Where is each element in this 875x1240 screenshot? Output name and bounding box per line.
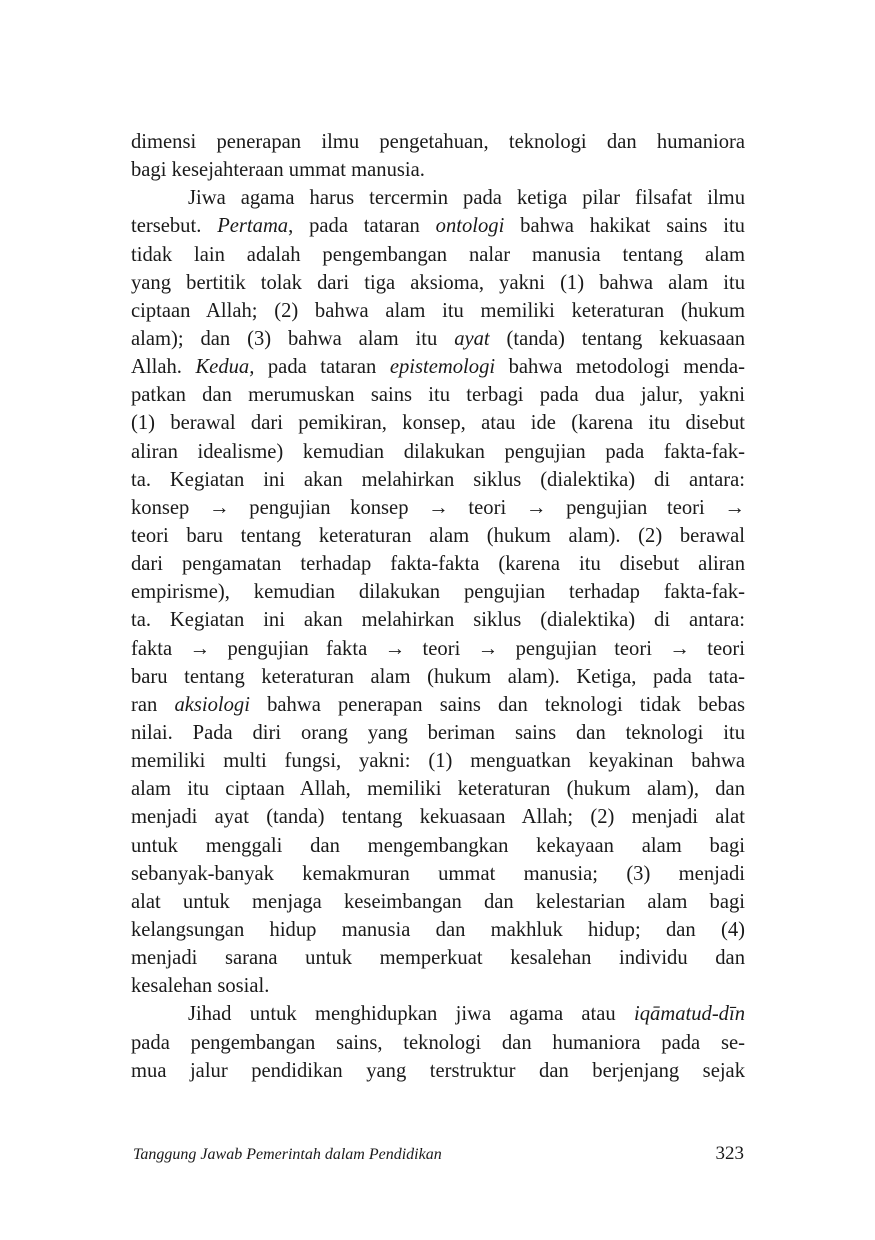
text-line [131, 550, 745, 578]
text-segment: yang bertitik tolak dari tiga aksioma, yakni (1) bahwa alam itu [131, 271, 745, 294]
text-line [131, 606, 745, 634]
italic-term: aksiologi [174, 693, 250, 716]
text-line [131, 803, 745, 831]
text-segment: dimensi penerapan ilmu pengetahuan, teknologi dan humaniora [131, 131, 745, 153]
running-footer-title: Tanggung Jawab Pemerintah dalam Pendidikan [133, 1146, 442, 1163]
text-segment: aliran idealisme) kemudian dilakukan pengujian pada fakta-fak- [131, 440, 745, 463]
text-segment: kesalehan sosial. [131, 975, 270, 998]
text-segment: fakta → pengujian fakta → teori → pengujian teori → teori [131, 637, 745, 660]
text-line [131, 381, 745, 409]
text-segment: teori baru tentang keteraturan alam (hukum alam). (2) berawal [131, 524, 745, 547]
text-segment: alam); dan (3) bahwa alam itu [131, 327, 455, 350]
text-line [131, 325, 745, 353]
text-segment: menjadi sarana untuk memperkuat kesalehan individu dan [131, 947, 745, 970]
text-segment: patkan dan merumuskan sains itu terbagi pada dua jalur, yakni [131, 384, 745, 407]
text-line [131, 635, 745, 663]
text-line [131, 297, 745, 325]
text-segment: bahwa penerapan sains dan teknologi tidak bebas [249, 693, 746, 716]
text-line [131, 522, 745, 550]
text-line [131, 663, 745, 691]
text-line [131, 466, 745, 494]
italic-term: iqāmatud-dīn [634, 1003, 745, 1026]
text-segment: tersebut. [131, 215, 218, 238]
text-segment: , pada tataran [288, 215, 436, 238]
text-line [131, 438, 745, 466]
italic-term: epistemologi [389, 356, 496, 379]
text-segment: ran [131, 693, 175, 716]
italic-term: Kedua, [195, 356, 255, 379]
text-segment: ciptaan Allah; (2) bahwa alam itu memiliki keteraturan (hukum [131, 299, 745, 322]
text-line [131, 1029, 745, 1057]
text-segment: dari pengamatan terhadap fakta-fakta (karena itu disebut aliran [131, 553, 745, 576]
page-number: 323 [715, 1143, 744, 1164]
text-line [131, 1000, 745, 1028]
text-segment: Jiwa agama harus tercermin pada ketiga pilar filsafat ilmu [188, 187, 745, 210]
text-line [131, 860, 745, 888]
text-line [131, 212, 745, 240]
text-segment: sebanyak-banyak kemakmuran ummat manusia; (3) menjadi [131, 862, 745, 885]
text-segment: tidak lain adalah pengembangan nalar manusia tentang alam [131, 243, 745, 266]
text-line [131, 832, 745, 860]
text-segment: bagi kesejahteraan ummat manusia. [131, 159, 425, 182]
italic-term: ayat [454, 327, 490, 350]
text-segment: Allah. [131, 356, 196, 379]
italic-term: Pertama [217, 215, 289, 238]
text-line [131, 888, 745, 916]
text-line [131, 269, 745, 297]
text-segment: Jihad untuk menghidupkan jiwa agama atau [188, 1003, 635, 1026]
text-segment: (tanda) tentang kekuasaan [489, 327, 746, 350]
text-line [131, 747, 745, 775]
text-line [131, 719, 745, 747]
text-segment: bahwa hakikat sains itu [504, 215, 745, 238]
text-segment: ta. Kegiatan ini akan melahirkan siklus (dialektika) di antara: [131, 609, 745, 632]
text-line [131, 972, 745, 1000]
text-segment: menjadi ayat (tanda) tentang kekuasaan Allah; (2) menjadi alat [131, 806, 745, 829]
text-segment: pada tataran [254, 356, 390, 379]
text-line [131, 916, 745, 944]
text-segment: memiliki multi fungsi, yakni: (1) menguatkan keyakinan bahwa [131, 750, 745, 773]
text-segment: (1) berawal dari pemikiran, konsep, atau ide (karena itu disebut [131, 412, 745, 435]
text-line [131, 409, 745, 437]
text-segment: ta. Kegiatan ini akan melahirkan siklus (dialektika) di antara: [131, 468, 745, 491]
text-line [131, 184, 745, 212]
text-segment: pada pengembangan sains, teknologi dan humaniora pada se- [131, 1031, 745, 1054]
text-segment: alam itu ciptaan Allah, memiliki keteraturan (hukum alam), dan [131, 778, 745, 801]
text-line [131, 353, 745, 381]
text-segment: baru tentang keteraturan alam (hukum alam). Ketiga, pada tata- [131, 665, 745, 688]
text-segment: kelangsungan hidup manusia dan makhluk hidup; dan (4) [131, 918, 745, 941]
text-segment: alat untuk menjaga keseimbangan dan kelestarian alam bagi [131, 890, 745, 913]
text-line [131, 241, 745, 269]
text-segment: bahwa metodologi menda- [495, 356, 745, 379]
italic-term: ontologi [435, 215, 505, 238]
text-segment: nilai. Pada diri orang yang beriman sains dan teknologi itu [131, 721, 745, 744]
page-footer [133, 1143, 744, 1165]
text-segment: konsep → pengujian konsep → teori → pengujian teori → [131, 496, 745, 519]
body-text [131, 128, 745, 1085]
text-segment: empirisme), kemudian dilakukan pengujian terhadap fakta-fak- [131, 581, 745, 604]
text-segment: mua jalur pendidikan yang terstruktur dan berjenjang sejak [131, 1059, 745, 1082]
text-line [131, 775, 745, 803]
text-line [131, 691, 745, 719]
text-line [131, 578, 745, 606]
text-line [131, 1057, 745, 1085]
text-segment: untuk menggali dan mengembangkan kekayaan alam bagi [131, 834, 745, 857]
text-line [131, 156, 745, 184]
text-line [131, 944, 745, 972]
text-line [131, 128, 745, 156]
text-line [131, 494, 745, 522]
